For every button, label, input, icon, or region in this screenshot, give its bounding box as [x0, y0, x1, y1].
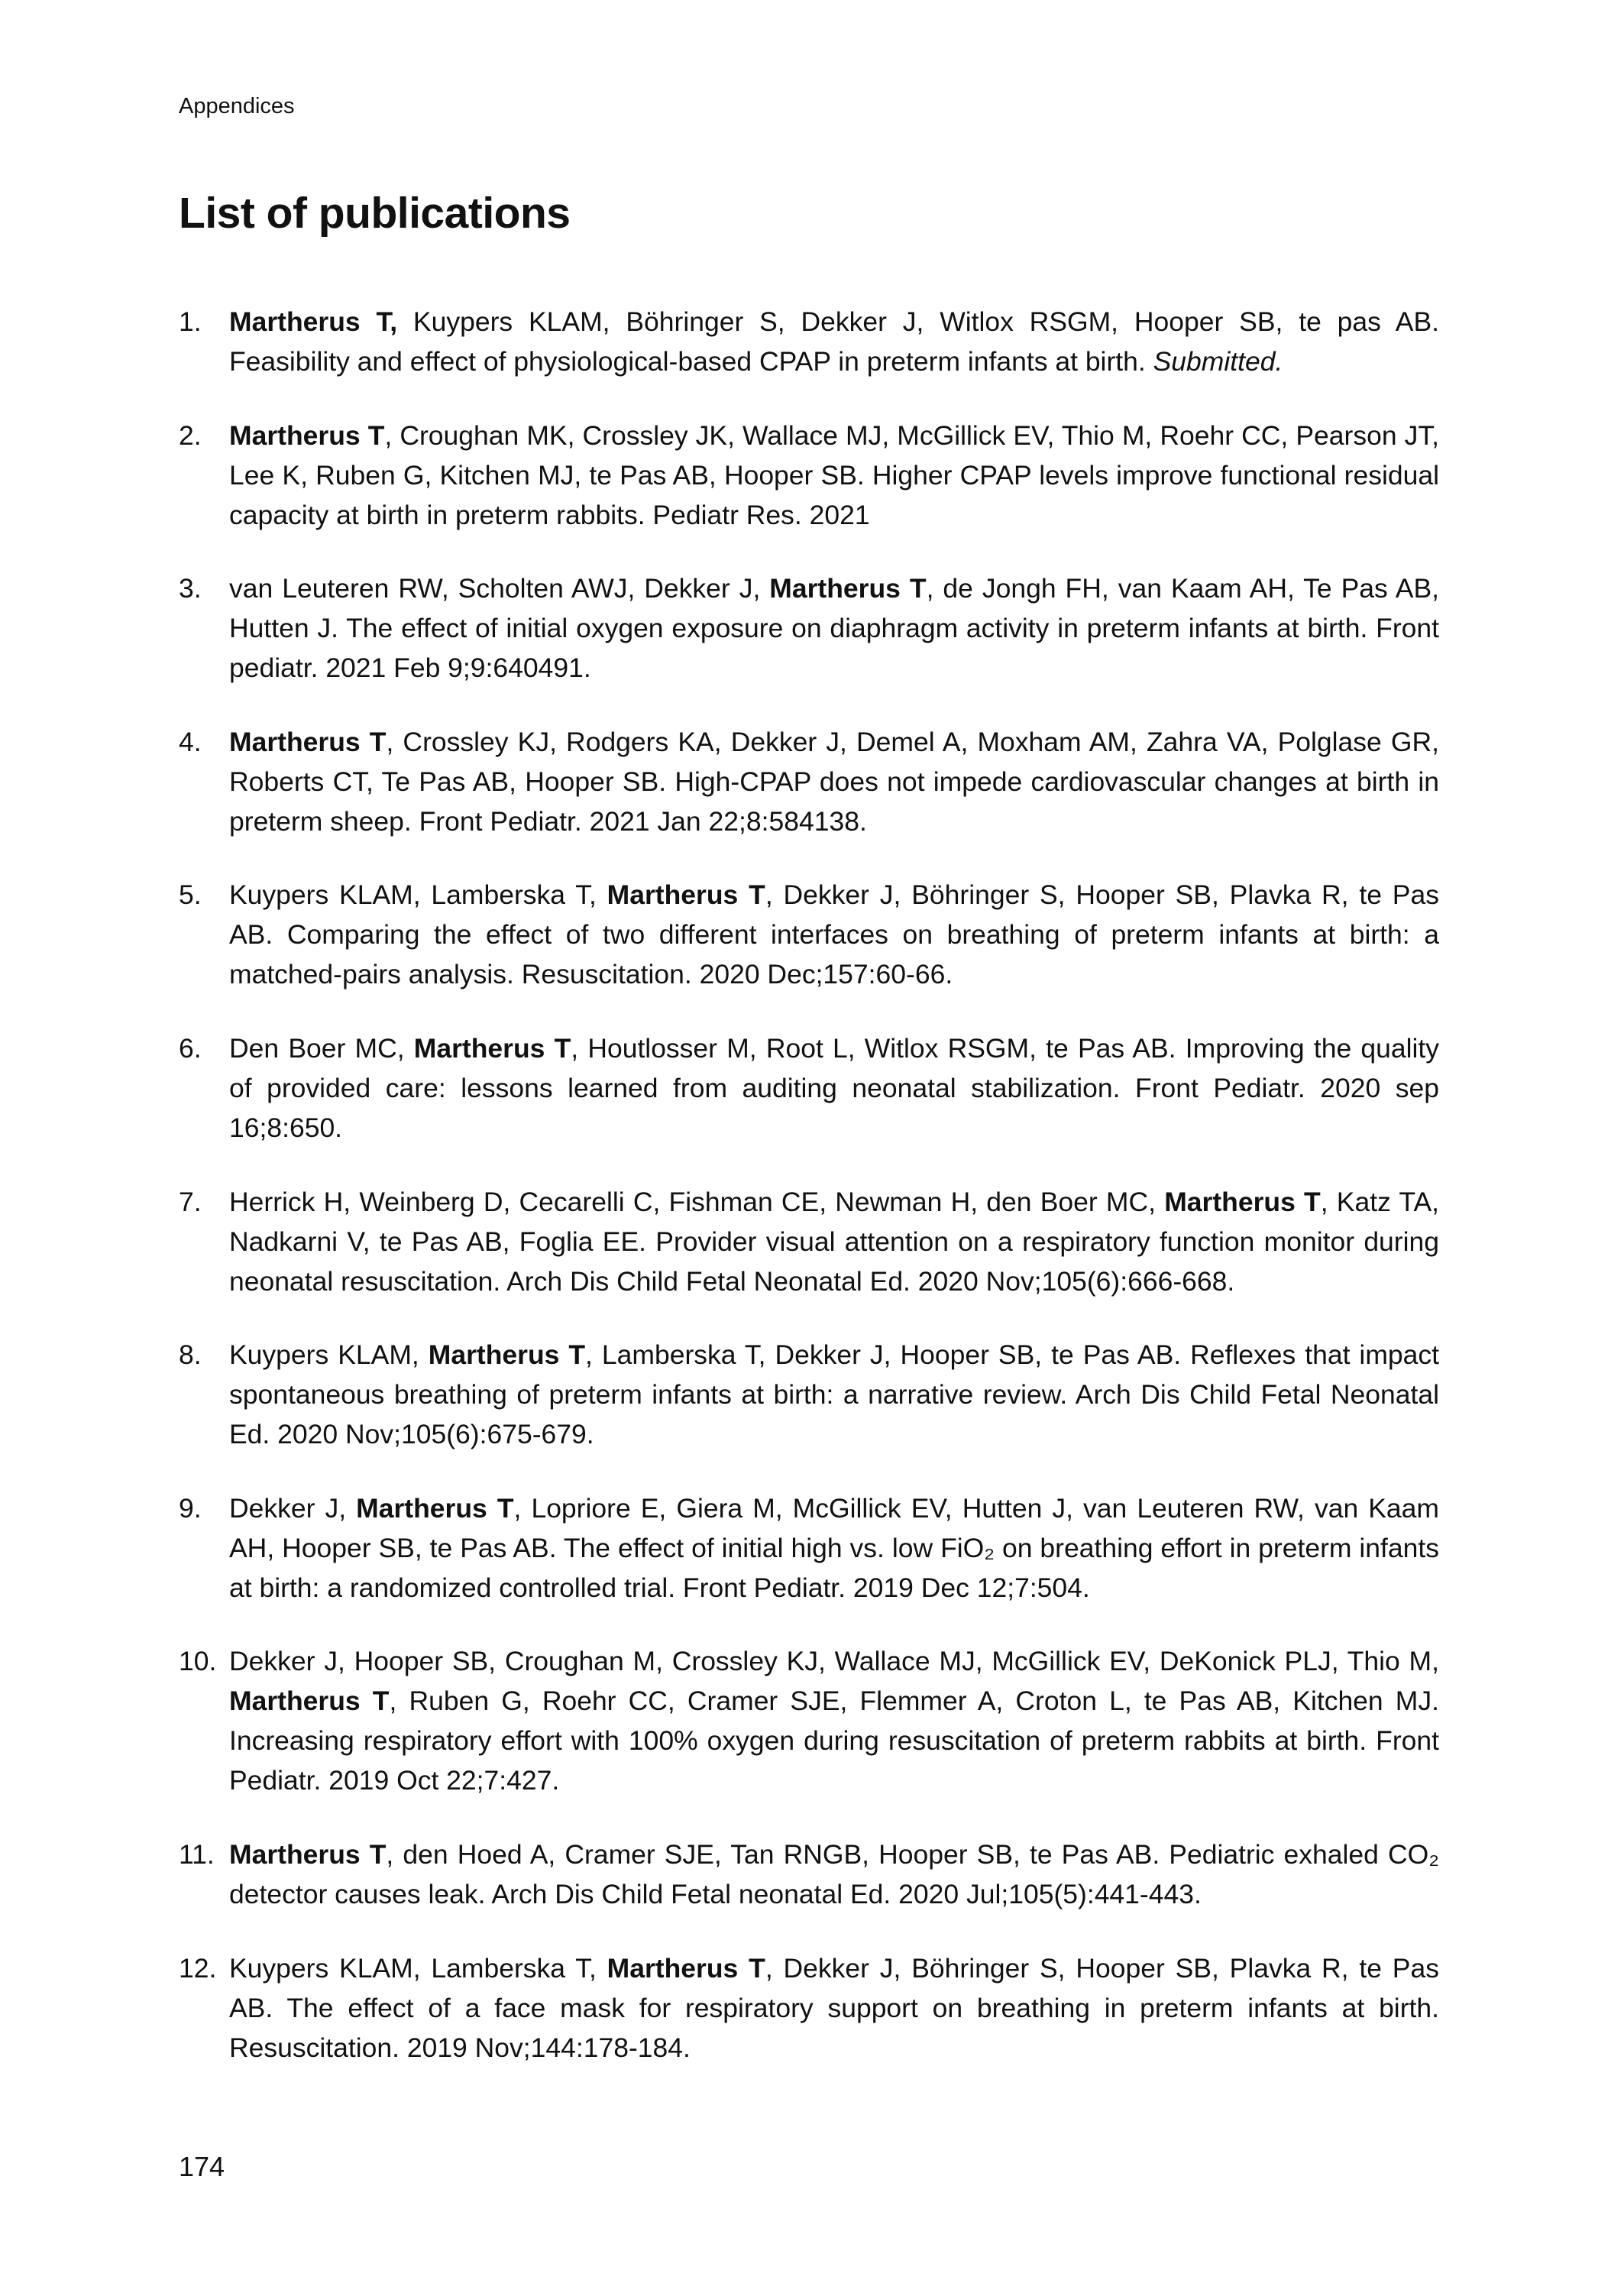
publication-number: 12. — [179, 1952, 217, 1984]
publication-number: 4. — [179, 726, 202, 757]
citation-text: Kuypers KLAM, Lamberska T, — [229, 1952, 607, 1984]
author-highlight: Martherus T — [356, 1492, 514, 1524]
citation-text: , Houtlosser M, Root L, Witlox RSGM, te Pas AB. Improving the quality of provided care: lessons learned from auditing neonatal stabilization. Front Pediatr. 2020 sep 16;8:650. — [229, 1032, 1439, 1143]
publication-item — [179, 722, 1439, 841]
page-number: 174 — [179, 2151, 225, 2182]
author-highlight: Martherus T — [413, 1032, 571, 1064]
citation-text: Herrick H, Weinberg D, Cecarelli C, Fishman CE, Newman H, den Boer MC, — [229, 1186, 1165, 1217]
publication-item — [179, 416, 1439, 535]
publication-citation — [229, 879, 1439, 989]
publication-citation — [229, 573, 1439, 683]
publication-item — [179, 302, 1439, 381]
citation-text: Den Boer MC, — [229, 1032, 414, 1064]
citation-text: , Dekker J, Böhringer S, Hooper SB, Plavka R, te Pas AB. Comparing the effect of two different interfaces on breathing of preterm infants at birth: a matched-pairs analysis. Resuscitation. 2020 Dec;157:60-66. — [229, 879, 1439, 990]
citation-text: Kuypers KLAM, Böhringer S, Dekker J, Witlox RSGM, Hooper SB, te pas AB. Feasibility and effect of physiological-based CPAP in preterm infants at birth. — [229, 306, 1439, 377]
publication-citation — [229, 1033, 1439, 1143]
citation-text: , Ruben G, Roehr CC, Cramer SJE, Flemmer A, Croton L, te Pas AB, Kitchen MJ. Increasing respiratory effort with 100% oxygen during resuscitation of preterm rabbits at birth. Front Pediatr. 2019 Oct 22;7:427. — [229, 1686, 1439, 1796]
publication-number: 5. — [179, 879, 202, 911]
publication-number: 3. — [179, 573, 202, 604]
author-highlight: Martherus T — [769, 573, 927, 604]
author-highlight: Martherus T — [607, 879, 765, 911]
citation-text: Dekker J, — [229, 1492, 357, 1524]
publication-citation — [229, 1953, 1439, 2063]
publication-citation — [229, 1339, 1439, 1449]
publication-item — [179, 875, 1439, 994]
publication-item — [179, 1641, 1439, 1800]
citation-text: van Leuteren RW, Scholten AWJ, Dekker J, — [229, 573, 770, 604]
citation-text: , Katz TA, Nadkarni V, te Pas AB, Foglia EE. Provider visual attention on a respiratory function monitor during neonatal resuscitation. Arch Dis Child Fetal Neonatal Ed. 2020 Nov;105(6):666-668. — [229, 1186, 1440, 1297]
author-highlight: Martherus T — [229, 726, 387, 757]
publication-number: 6. — [179, 1032, 202, 1064]
publication-number: 10. — [179, 1646, 217, 1677]
publication-number: 7. — [179, 1186, 202, 1217]
publication-item — [179, 1182, 1439, 1301]
publication-number: 8. — [179, 1339, 202, 1371]
page-title: List of publications — [179, 189, 571, 238]
author-highlight: Martherus T — [428, 1339, 586, 1371]
author-highlight: Martherus T — [607, 1952, 765, 1984]
citation-text: , de Jongh FH, van Kaam AH, Te Pas AB, Hutten J. The effect of initial oxygen exposure on diaphragm activity in preterm infants at birth. Front pediatr. 2021 Feb 9;9:640491. — [229, 573, 1440, 684]
publication-item — [179, 1948, 1439, 2068]
publication-item — [179, 568, 1439, 688]
citation-text: , den Hoed A, Cramer SJE, Tan RNGB, Hooper SB, te Pas AB. Pediatric exhaled CO₂ detector causes leak. Arch Dis Child Fetal neonatal Ed. 2020 Jul;105(5):441-443. — [229, 1838, 1440, 1909]
citation-text: , Croughan MK, Crossley JK, Wallace MJ, McGillick EV, Thio M, Roehr CC, Pearson JT, Lee K, Ruben G, Kitchen MJ, te Pas AB, Hooper SB. Higher CPAP levels improve functional residual capacity at birth in preterm rabbits. Pediatr Res. 2021 — [229, 419, 1439, 530]
publication-number: 11. — [179, 1838, 215, 1870]
citation-status: Submitted. — [1153, 346, 1283, 377]
publication-list — [179, 302, 1439, 2101]
publication-citation — [229, 1839, 1439, 1909]
author-highlight: Martherus T — [229, 419, 385, 451]
publication-citation — [229, 1187, 1439, 1297]
publication-number: 2. — [179, 419, 202, 451]
publication-item — [179, 1028, 1439, 1148]
publication-item — [179, 1835, 1439, 1914]
citation-text: Kuypers KLAM, — [229, 1339, 429, 1371]
author-highlight: Martherus T — [1164, 1186, 1321, 1217]
publication-number: 9. — [179, 1492, 202, 1524]
citation-text: , Dekker J, Böhringer S, Hooper SB, Plavka R, te Pas AB. The effect of a face mask for respiratory support on breathing in preterm infants at birth. Resuscitation. 2019 Nov;144:178-184. — [229, 1952, 1439, 2063]
running-header: Appendices — [179, 94, 295, 118]
author-highlight: Martherus T, — [229, 306, 398, 337]
publication-number: 1. — [179, 306, 202, 337]
citation-text: Dekker J, Hooper SB, Croughan M, Crossley KJ, Wallace MJ, McGillick EV, DeKonick PLJ, Thio M, — [229, 1646, 1439, 1677]
citation-text: Kuypers KLAM, Lamberska T, — [229, 879, 607, 911]
publication-item — [179, 1335, 1439, 1454]
author-highlight: Martherus T — [229, 1838, 387, 1870]
publication-citation — [229, 420, 1439, 530]
publication-item — [179, 1488, 1439, 1608]
publication-citation — [229, 1646, 1439, 1796]
publication-citation — [229, 306, 1439, 377]
citation-text: , Lopriore E, Giera M, McGillick EV, Hutten J, van Leuteren RW, van Kaam AH, Hooper SB, te Pas AB. The effect of initial high vs. low FiO₂ on breathing effort in preterm infants at birth: a randomized controlled trial. Front Pediatr. 2019 Dec 12;7:504. — [229, 1492, 1439, 1603]
publication-citation — [229, 727, 1439, 837]
citation-text: , Lamberska T, Dekker J, Hooper SB, te Pas AB. Reflexes that impact spontaneous breathing of preterm infants at birth: a narrative review. Arch Dis Child Fetal Neonatal Ed. 2020 Nov;105(6):675-679. — [229, 1339, 1439, 1450]
publication-citation — [229, 1493, 1439, 1603]
author-highlight: Martherus T — [229, 1686, 390, 1717]
citation-text: , Crossley KJ, Rodgers KA, Dekker J, Demel A, Moxham AM, Zahra VA, Polglase GR, Roberts CT, Te Pas AB, Hooper SB. High-CPAP does not impede cardiovascular changes at birth in preterm sheep. Front Pediatr. 2021 Jan 22;8:584138. — [229, 726, 1439, 837]
